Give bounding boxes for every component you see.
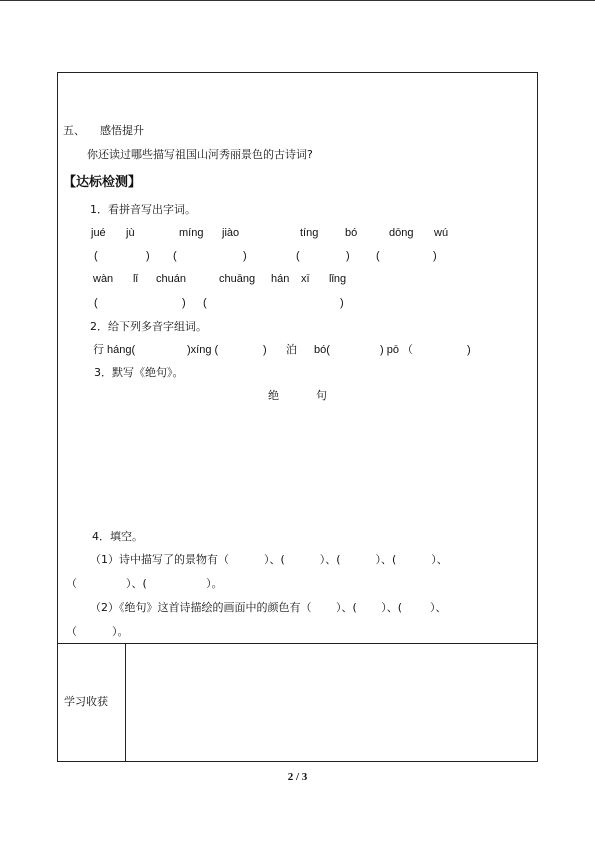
pinyin: jué [91,227,106,239]
q4-part1-line2: （ ）、( ）。 [66,577,223,590]
pinyin: jiào [222,227,240,239]
pinyin: lǐng [329,273,347,285]
pinyin: tíng [300,227,319,239]
answer-paren-open: ( [376,250,380,262]
answer-paren-open: ( [94,250,98,262]
answer-paren-close: ) [182,297,186,309]
q2-paren-close: ) [467,344,471,356]
pinyin: chuāng [219,273,256,285]
q2-label: 2．给下列多音字组词。 [90,320,207,333]
poem-title-char: 句 [316,389,327,402]
pinyin: wàn [93,273,114,285]
q2-bo: bó( [314,344,330,356]
answer-paren-open: ( [296,250,300,262]
pinyin: dōng [389,227,414,239]
answer-paren-close: ) [146,250,150,262]
q4-label: 4．填空。 [92,530,143,543]
pinyin: bó [345,227,358,239]
q2-paren-close: ) [263,344,267,356]
pinyin: jù [126,227,135,239]
q4-part2-line2: （ ）。 [66,625,129,638]
answer-paren-open: ( [203,297,207,309]
answer-paren-close: ) [433,250,437,262]
q2-xing: )xíng ( [187,344,219,356]
q3-label: 3．默写《绝句》。 [94,366,184,379]
learning-gain-label: 学习收获 [64,695,108,708]
q4-part2-line1: （2）《绝句》这首诗描绘的画面中的颜色有（ ）、( ）、( ）、 [90,601,447,614]
pinyin: hán [271,273,290,285]
section5-question: 你还读过哪些描写祖国山河秀丽景色的古诗词? [87,148,313,161]
answer-paren-open: ( [94,297,98,309]
pinyin: míng [179,227,204,239]
answer-paren-close: ) [346,250,350,262]
answer-paren-close: ) [340,297,344,309]
q2-bo-char: 泊 [286,343,297,356]
answer-paren-open: ( [173,250,177,262]
q1-label: 1．看拼音写出字词。 [90,203,196,216]
page-number: 2 / 3 [287,771,308,783]
check-heading: 【达标检测】 [63,175,142,190]
q2-po: ) pō （ [380,344,414,356]
table-row-divider [57,643,538,644]
page-top-rule [0,0,595,1]
pinyin: lǐ [133,273,138,285]
q2-hang: 行 háng( [93,344,136,356]
section5-number: 五、 [63,124,85,137]
pinyin: chuán [156,273,186,285]
pinyin: xī [301,273,310,285]
table-column-divider [125,643,126,762]
section5-title: 感悟提升 [100,124,144,137]
q4-part1-line1: （1）诗中描写了的景物有（ ）、( ）、( ）、( ）、 [90,553,448,566]
answer-paren-close: ) [243,250,247,262]
pinyin: wú [434,227,449,239]
poem-title-char: 绝 [268,389,279,402]
